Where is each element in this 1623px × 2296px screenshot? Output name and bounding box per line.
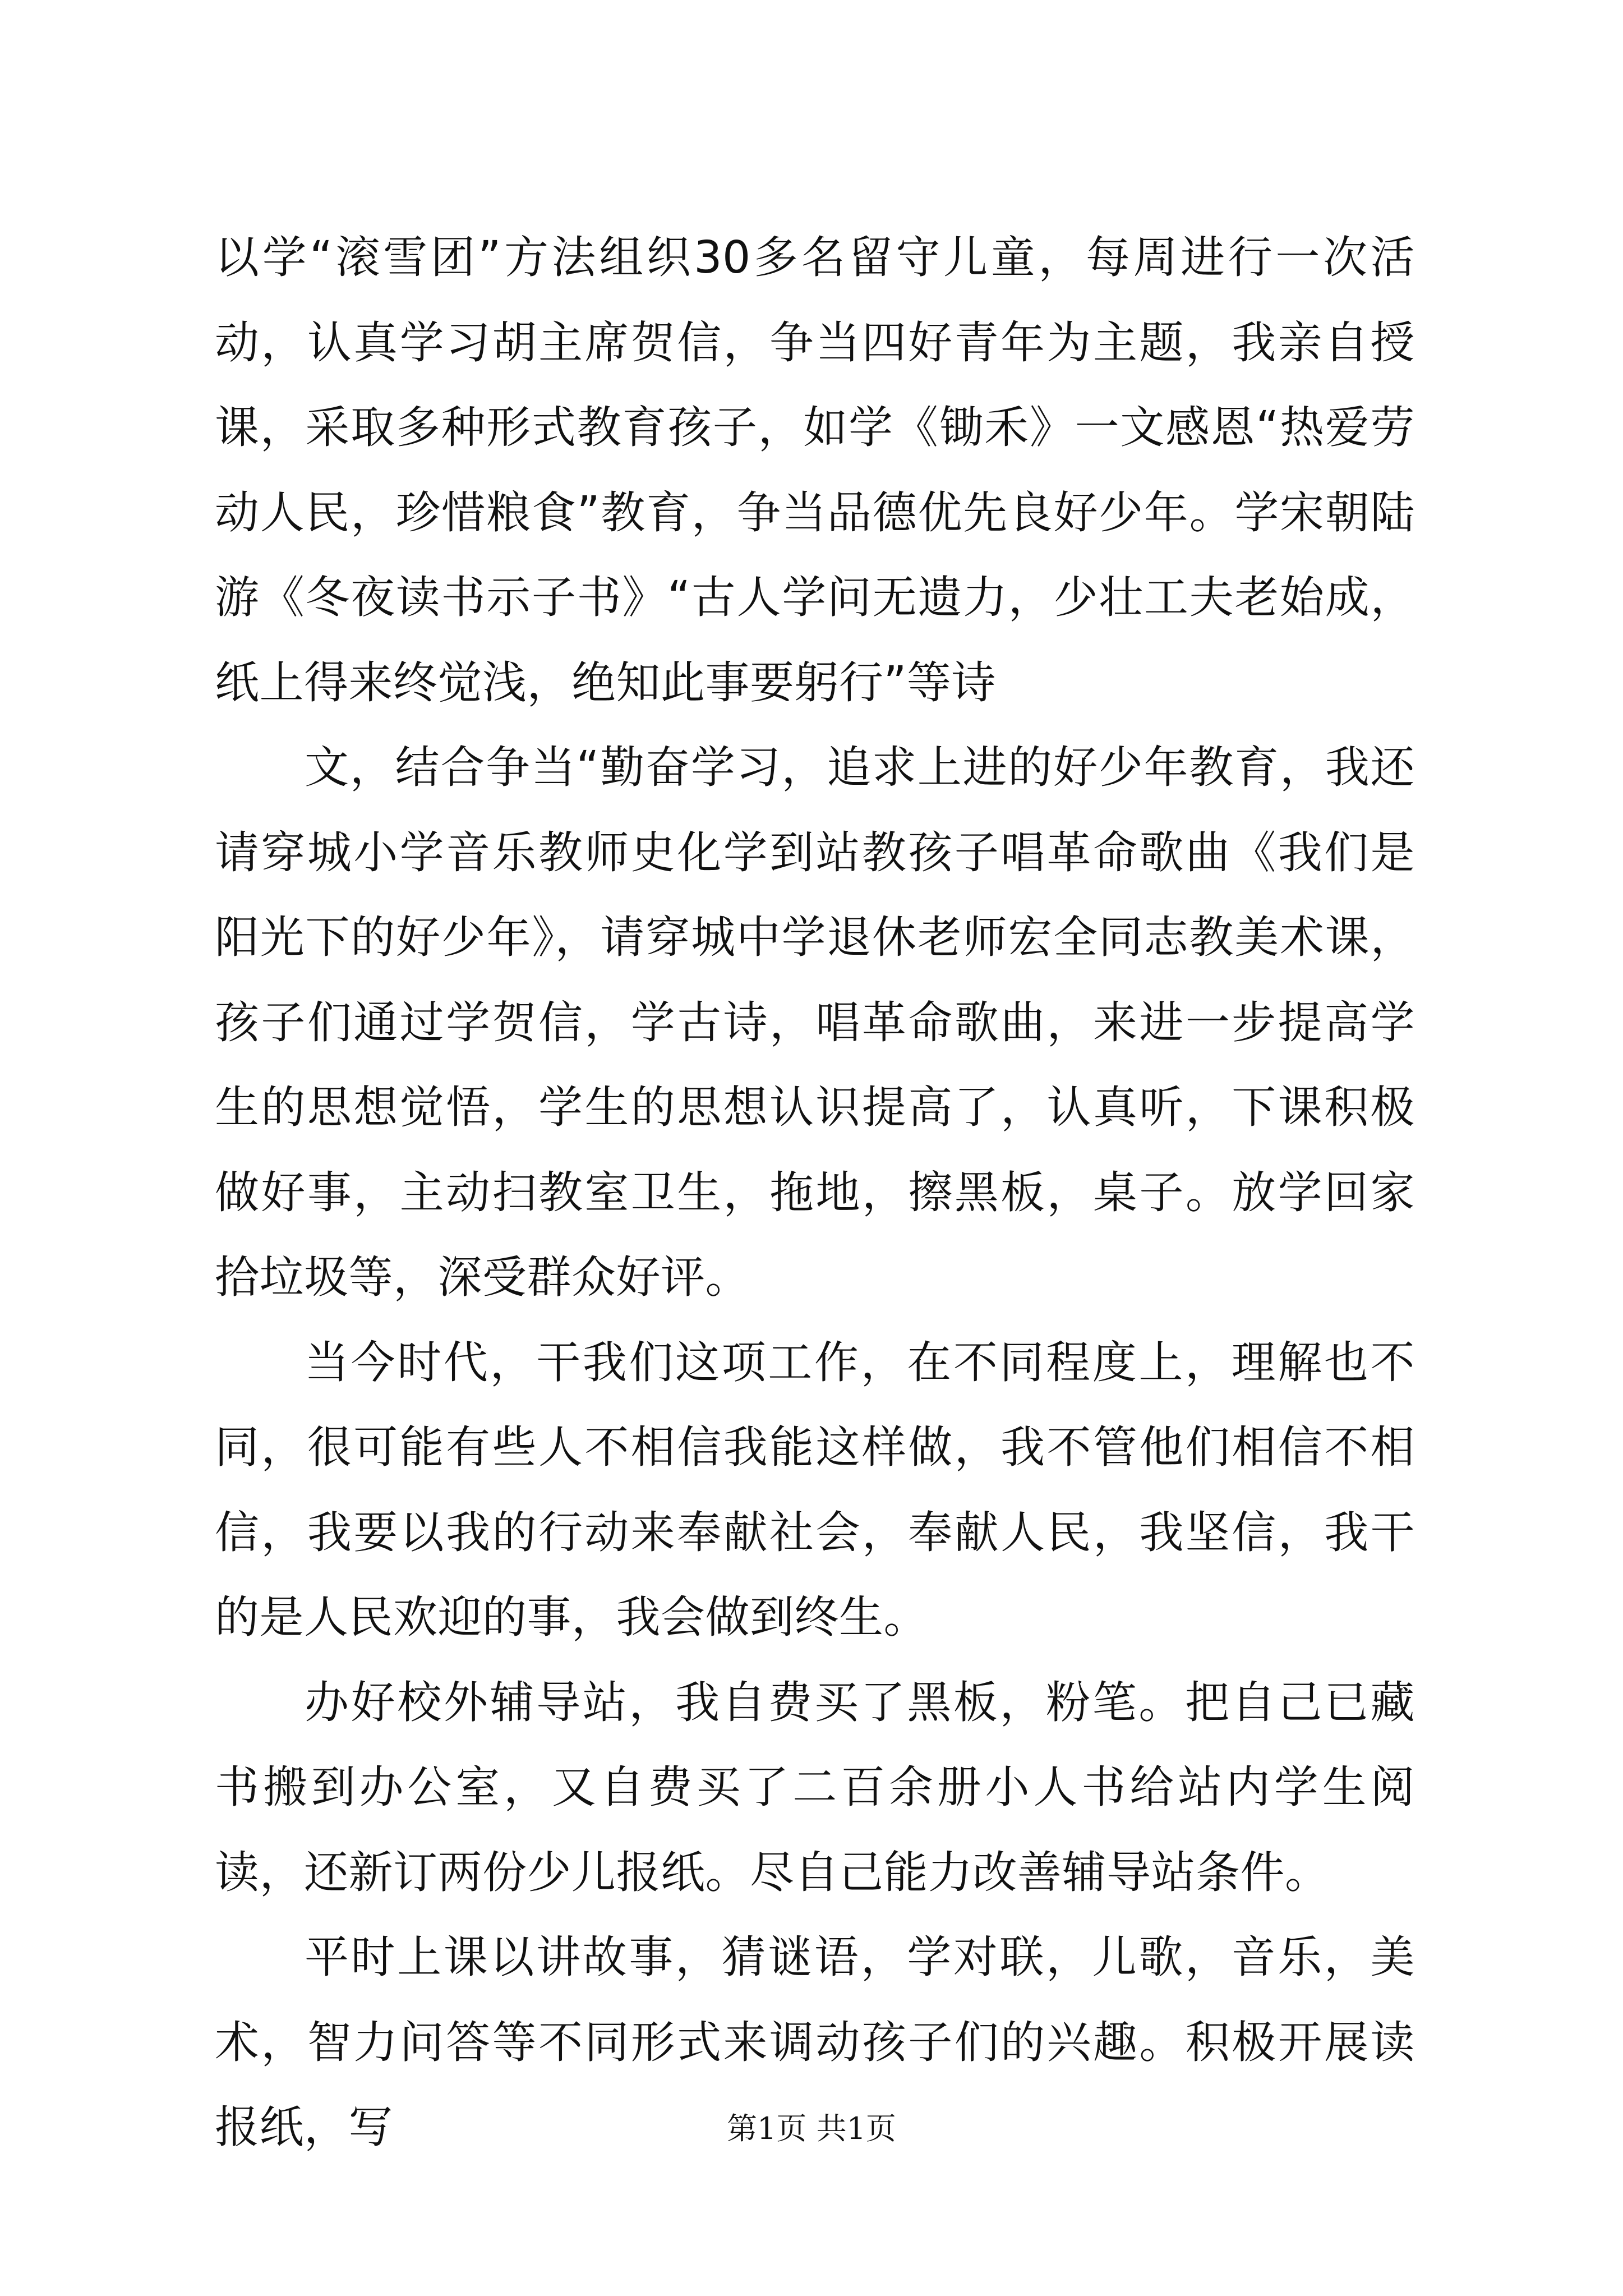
paragraph-1: 以学“滚雪团”方法组织30多名留守儿童，每周进行一次活动，认真学习胡主席贺信，争当四好青年为主题，我亲自授课，采取多种形式教育孩子，如学《锄禾》一文感恩“热爱劳动人民，珍惜粮食”教育，争当品德优先良好少年。学宋朝陆游《冬夜读书示子书》“古人学问无遗力，少壮工夫老始成，纸上得来终觉浅，绝知此事要躬行”等诗 — [215, 232, 1415, 708]
page-footer: 第1页 共1页 — [727, 2111, 896, 2146]
paragraph-2: 文，结合争当“勤奋学习，追求上进的好少年教育，我还请穿城小学音乐教师史化学到站教孩子唱革命歌曲《我们是阳光下的好少年》，请穿城中学退休老师宏全同志教美术课，孩子们通过学贺信，学古诗，唱革命歌曲，来进一步提高学生的思想觉悟，学生的思想认识提高了，认真听，下课积极做好事，主动扫教室卫生，拖地，擦黑板，桌子。放学回家拾垃圾等，深受群众好评。 — [215, 742, 1415, 1303]
document-body — [215, 215, 1415, 2170]
paragraph-3: 当今时代，干我们这项工作，在不同程度上，理解也不同，很可能有些人不相信我能这样做，我不管他们相信不相信，我要以我的行动来奉献社会，奉献人民，我坚信，我干的是人民欢迎的事，我会做到终生。 — [215, 1336, 1415, 1643]
paragraph-5: 平时上课以讲故事，猜谜语，学对联，儿歌，音乐，美术，智力问答等不同形式来调动孩子们的兴趣。积极开展读报纸，写 — [215, 1931, 1415, 2153]
paragraph-4: 办好校外辅导站，我自费买了黑板，粉笔。把自己已藏书搬到办公室，又自费买了二百余册小人书给站内学生阅读，还新订两份少儿报纸。尽自己能力改善辅导站条件。 — [215, 1676, 1415, 1898]
